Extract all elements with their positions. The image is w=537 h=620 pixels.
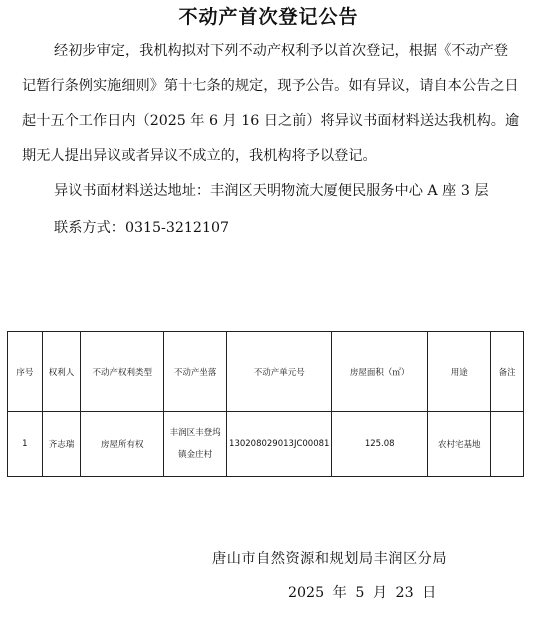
property-table [7, 331, 524, 477]
cell-unit-number: 130208029013JC00081 [227, 412, 332, 477]
objection-address: 异议书面材料送达地址：丰润区天明物流大厦便民服务中心 A 座 3 层 [54, 183, 489, 199]
header-right-type: 不动产权利类型 [81, 332, 164, 412]
cell-owner: 齐志瑞 [42, 412, 81, 477]
header-usage: 用途 [428, 332, 491, 412]
cell-usage: 农村宅基地 [428, 412, 491, 477]
contact-info: 联系方式：0315-3212107 [54, 220, 230, 236]
header-area: 房屋面积（㎡） [332, 332, 428, 412]
cell-location: 丰润区丰登坞镇金庄村 [164, 412, 227, 477]
header-unit-number: 不动产单元号 [227, 332, 332, 412]
header-location: 不动产坐落 [164, 332, 227, 412]
cell-index: 1 [8, 412, 43, 477]
header-owner: 权利人 [42, 332, 81, 412]
notice-body [22, 34, 522, 246]
header-remarks: 备注 [491, 332, 524, 412]
table-row [8, 412, 524, 477]
header-index: 序号 [8, 332, 43, 412]
issue-date: 2025 年 5 月 23 日 [288, 585, 437, 601]
table-header-row [8, 332, 524, 412]
issuing-authority: 唐山市自然资源和规划局丰润区分局 [212, 551, 448, 567]
cell-area: 125.08 [332, 412, 428, 477]
notice-paragraph: 经初步审定，我机构拟对下列不动产权利予以首次登记，根据《不动产登记暂行条例实施细则》第十七条的规定，现予公告。如有异议，请自本公告之日起十五个工作日内（2025 年 6 月 16 日之前）将异议书面材料送达我机构。逾期无人提出异议或者异议不成立的，我机构将予以登记。 [22, 43, 520, 164]
notice-title: 不动产首次登记公告 [178, 6, 359, 28]
cell-remarks [491, 412, 524, 477]
cell-right-type: 房屋所有权 [81, 412, 164, 477]
